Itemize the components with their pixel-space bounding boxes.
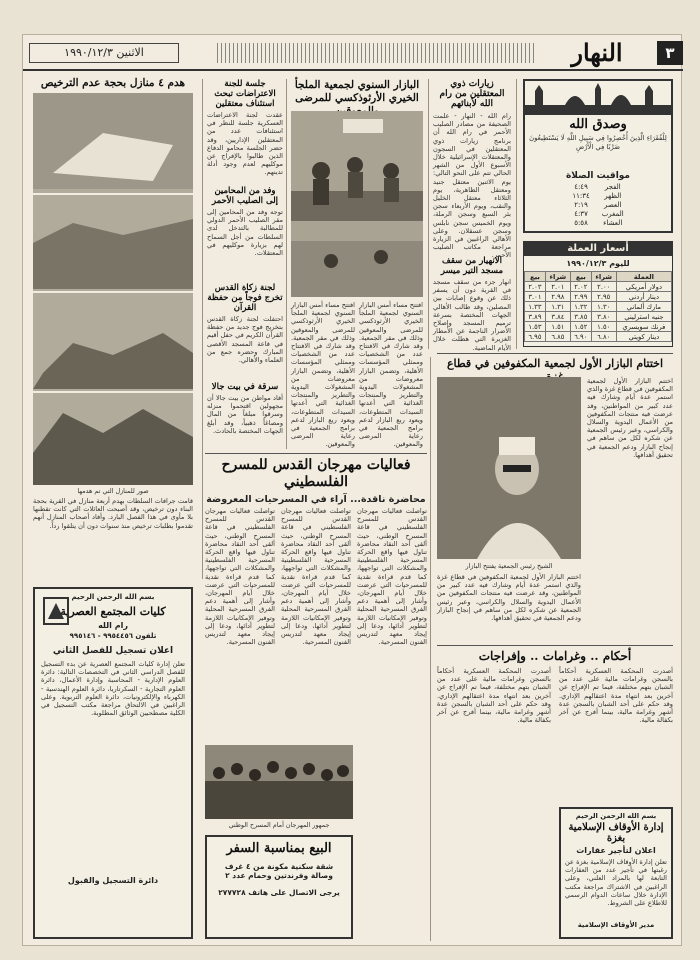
currency-row [525,302,672,312]
prayer-time: ٤:٤٩ [574,182,588,191]
currency-cell: ٢.٠٣ [525,282,546,292]
festival-caption: جمهور المهرجان أمام المسرح الوطني [228,821,330,829]
festival-body-cont2: تواصلت فعاليات مهرجان القدس للمسرح الفلسطيني في قاعة المسرح الوطني، حيث ألقى أحد النقاد محاضرة تناول فيها واقع الحركة المسرحية الفلسطينية والمشكلات التي تواجهها، كما قدم قراءة نقدية للمسرحيات التي عرضت خلال أيام المهرجان، وأشار إلى أهمية دعم الفرق المسرحية المحلية وتوفير الإمكانيات اللازمة لتطوير أدائها، ودعا إلى إيجاد معهد لتدريس الفنون المسرحية. [205,507,275,647]
greetings-box [523,79,673,233]
currency-date: لليوم ١٩٩٠/١٢/٣ [566,259,630,268]
currency-cell: ٣.٨٥ [570,312,591,322]
prayer-row [566,191,629,200]
currency-table [524,271,672,342]
prayer-name: المغرب [601,209,624,218]
prayer-time: ٢:١٩ [574,200,588,209]
currency-row [525,312,672,322]
festival-body-cont: تواصلت فعاليات مهرجان القدس للمسرح الفلسطيني في قاعة المسرح الوطني، حيث ألقى أحد النقاد محاضرة تناول فيها واقع الحركة المسرحية الفلسطينية والمشكلات التي تواجهها، كما قدم قراءة نقدية للمسرحيات التي عرضت خلال أيام المهرجان، وأشار إلى أهمية دعم الفرق المسرحية المحلية وتوفير الإمكانيات اللازمة لتطوير أدائها، ودعا إلى إيجاد معهد لتدريس الفنون المسرحية. [281,507,351,647]
currency-row [525,282,672,292]
prayer-time: ١١:٣٤ [572,191,590,200]
quran-body: احتفلت لجنة زكاة القدس بتخريج فوج جديد من حفظة القرآن الكريم في حفل أقيم في قاعة المسجد الأقصى المبارك وحضره جمع من العلماء والأهالي. [207,315,283,365]
college-phone: تلفون ٩٩٥٤٤٥٦ - ٩٩٥١٤٦ [69,632,157,640]
currency-cell: ١.٥٣ [525,322,546,332]
sale-contact: يرجى الاتصال على هاتف ٢٧٧٧٢٨ [218,888,340,897]
quran-headline: لجنة زكاة القدس تخرج فوجاً من حفظة القرآن [207,283,283,313]
college-ad [33,587,193,939]
awqaf-subheadline: اعلان لتأجير عقارات [576,846,656,855]
currency-box [523,241,673,347]
prayer-row [566,200,629,209]
currency-cell: ٣.٨٩ [525,312,546,322]
currency-cell: ٢.٠٠ [591,282,616,292]
prayer-times-table [566,182,629,227]
college-headline: كليات المجتمع العصرية [60,605,166,618]
bazaar-body-cont: افتتح مساء أمس البازار السنوي لجمعية الملجأ الخيري الأرثوذكسي للمرضى والمعوقين وذلك في مقر الجمعية. وقد شارك في الافتتاح عدد من الشخصيات وممثلي المؤسسات الأهلية، وتضمن البازار معروضات من المشغولات اليدوية والتطريز والمنتجات الغذائية التي أعدتها السيدات المتطوعات، ويعود ريع البازار لدعم برامج الجمعية في رعاية المرضى والمعوقين. [291,301,355,449]
page-header [23,35,683,71]
currency-cell: ١.٣٠ [591,302,616,312]
bazaar-headline: البازار السنوي لجمعية الملجأ الخيري الأرثوذكسي للمرضى [294,79,420,104]
currency-cell: ١.٣٣ [525,302,546,312]
prayer-row [566,182,629,191]
prayer-time: ٥:٥٨ [574,218,588,227]
demolished-houses-image [33,93,193,485]
currency-cell: ١.٣١ [545,302,570,312]
currency-cell: دينار أردني [616,292,671,302]
deaf-bazaar-photo [437,377,581,559]
festival-photo [205,745,353,819]
crowd-image [205,745,353,819]
masthead: النهار [571,38,623,67]
college-basmala: بسم الله الرحمن الرحيم [71,593,155,601]
currency-cell: دينار كويتي [616,332,671,342]
demolition-photos [33,93,193,485]
deaf-bazaar-body: اختتم البازار الأول لجمعية المكفوفين في قطاع غزة والذي استمر عدة أيام وشارك فيه عدد كبير من المواطنين، وقد عرضت فيه منتجات المكفوفين من الأعمال اليدوية والسلال والكراسي، وعبر رئيس الجمعية عن شكره لكل من ساهم في إنجاح البازار ودعم الجمعية في تحقيق أهدافها. [587,377,673,459]
currency-cell: ٢.٩٩ [570,292,591,302]
currency-column-header: بيع [570,272,591,282]
sale-ad [205,835,353,939]
delegation-headline: وفد من المحامين إلى الصليب الأحمر [211,186,279,206]
demolition-headline: هدم ٤ منازل بحجة عدم الترخيص [40,77,186,89]
greetings-title: وصدق الله [569,117,627,132]
visits-body: رام الله - النهار - علمت الصحيفة من مصادر الصليب الأحمر في رام الله أن برنامج زيارات ذوي المعتقلين في السجون والمعتقلات الإسرائيلية خلال الأسبوع الأول من الشهر الحالي تتم على النحو التالي: يوم الاثنين معتقل جنيد ومعتقل الظاهرية، يوم الثلاثاء معتقل الخليل والنقب، ويوم الأربعاء سجن بئر السبع وسجن الرملة، ويوم الخميس سجن نابلس وسجن عسقلان. وعلى الأهالي الراغبين في الزيارة مراجعة مكاتب الصليب الأحمر. [433,112,511,260]
currency-title: أسعار العملة [524,242,672,256]
currency-cell: ٢.٠٢ [570,282,591,292]
festival-body: تواصلت فعاليات مهرجان القدس للمسرح الفلسطيني في قاعة المسرح الوطني، حيث ألقى أحد النقاد محاضرة تناول فيها واقع الحركة المسرحية الفلسطينية والمشكلات التي تواجهها، كما قدم قراءة نقدية للمسرحيات التي عرضت خلال أيام المهرجان، وأشار إلى أهمية دعم الفرق المسرحية المحلية وتوفير الإمكانيات اللازمة لتطوير أدائها، ودعا إلى إيجاد معهد لتدريس الفنون المسرحية. [357,507,427,647]
demolition-body: قامت جرافات السلطات بهدم أربعة منازل في القرية بحجة البناء دون ترخيص، وقد أصبحت العائلات التي كانت تقطنها بلا مأوى في هذا الفصل البارد. وأفاد أصحاب المنازل أنهم تقدموا بطلبات ترخيص منذ سنوات دون أن يتلقوا رداً. [33,497,193,530]
currency-cell: ٢.٩٨ [545,292,570,302]
college-footer: دائرة التسجيل والقبول [67,876,159,885]
bazaar-body: افتتح مساء أمس البازار السنوي لجمعية الملجأ الخيري الأرثوذكسي للمرضى والمعوقين وذلك في مقر الجمعية. وقد شارك في الافتتاح عدد من الشخصيات وممثلي المؤسسات الأهلية، وتضمن البازار معروضات من المشغولات اليدوية والتطريز والمنتجات الغذائية التي أعدتها السيدات المتطوعات، ويعود ريع البازار لدعم برامج الجمعية في رعاية المرضى والمعوقين. [359,301,423,449]
prayer-row [566,209,629,218]
currency-cell: دولار أمريكي [616,282,671,292]
deaf-bazaar-caption: الشيخ رئيس الجمعية يفتتح البازار [465,562,553,570]
currency-cell: ٦.٩٠ [570,332,591,342]
prayer-times-title: مواقيت الصلاة [565,171,630,181]
committee-body: عقدت لجنة الاعتراضات العسكرية جلسة للنظر في استئنافات عدد من المعتقلين الإداريين، وقد حضر الجلسة محامو الدفاع الذين طالبوا بالإفراج عن موكليهم لعدم وجود أدلة تدينهم. [207,111,283,177]
college-city: رام الله [98,621,128,630]
awqaf-basmala: بسم الله الرحمن الرحيم [575,812,657,820]
newspaper-page [22,34,682,946]
awqaf-headline: إدارة الأوقاف الإسلامية بغزة [568,822,664,844]
prayer-name: العصر [604,200,622,209]
college-logo-icon [43,597,69,625]
rulings-body: أصدرت المحكمة العسكرية أحكاماً بالسجن وغرامات مالية على عدد من الشبان بتهم مختلفة، فيما تم الإفراج عن آخرين بعد انتهاء مدة اعتقالهم الإداري. وقد حكم على أحد الشبان بالسجن عدة أشهر وغرامة مالية، بينما أفرج عن آخر بكفالة مالية. [559,667,673,725]
prayer-name: الفجر [604,182,621,191]
rulings-headline: أحكام .. وغرامات .. وإفراجات [478,649,632,663]
currency-cell: فرنك سويسري [616,322,671,332]
prayer-row [566,218,629,227]
page-number: ٣ [657,41,683,65]
rulings-body-cont: أصدرت المحكمة العسكرية أحكاماً بالسجن وغرامات مالية على عدد من الشبان بتهم مختلفة، فيما تم الإفراج عن آخرين بعد انتهاء مدة اعتقالهم الإداري. وقد حكم على أحد الشبان بالسجن عدة أشهر وغرامة مالية، بينما أفرج عن آخر بكفالة مالية. [437,667,551,725]
currency-cell: مارك ألماني [616,302,671,312]
bazaar-photo [291,111,423,297]
currency-column-header: بيع [525,272,546,282]
committee-headline: جلسة للجنة الاعتراضات تبحث استئناف معتقلين [214,79,276,109]
currency-cell: ١.٥١ [545,322,570,332]
currency-cell: ١.٣٢ [570,302,591,312]
awqaf-body: تعلن إدارة الأوقاف الإسلامية بغزة عن رغبتها في تأجير عدد من العقارات التابعة لها بالمزاد العلني، وعلى الراغبين في الاشتراك مراجعة مكتب الإدارة خلال ساعات الدوام الرسمي للاطلاع على الشروط. [565,858,667,908]
mosque-skyline-icon [525,81,671,115]
festival-subheadline: محاضرة ناقدة... آراء في المسرحيات المعروضة [206,494,426,505]
prayer-name: العشاء [603,218,623,227]
currency-row [525,322,672,332]
college-subheadline: اعلان تسجيل للفصل الثاني [52,646,174,656]
festival-headline: فعاليات مهرجان القدس للمسرح الفلسطيني [221,457,411,490]
sale-body: شقة سكنية مكونة من ٤ غرف وصالة وفرندتين وحمام عدد ٢ [224,862,334,880]
awqaf-ad [559,807,673,939]
deaf-bazaar-headline: اختتام البازار الأول لجمعية المكفوفين في قطاع [446,357,664,370]
header-ornament [217,43,537,63]
sheikh-portrait-image [437,377,581,559]
currency-row [525,292,672,302]
currency-cell: ٣.٨٤ [545,312,570,322]
ceiling-body: انهار جزء من سقف مسجد في القرية دون أن يسفر ذلك عن وقوع إصابات بين المصلين، وقد طالب الأهالي الجهات المختصة بسرعة ترميم المسجد وإصلاح الأضرار الناجمة عن الأمطار الغزيرة التي هطلت خلال الأيام الماضية. [433,278,511,352]
deaf-bazaar-body-cont: اختتم البازار الأول لجمعية المكفوفين في قطاع غزة والذي استمر عدة أيام وشارك فيه عدد كبير من المواطنين، وقد عرضت فيه منتجات المكفوفين من الأعمال اليدوية والسلال والكراسي، وعبر رئيس الجمعية عن شكره لكل من ساهم في إنجاح البازار ودعم الجمعية في تحقيق أهدافها. [437,573,581,623]
currency-cell: ٦.٨٥ [545,332,570,342]
currency-cell: ٦.٩٥ [525,332,546,342]
currency-cell: ٢.٩٥ [591,292,616,302]
demolition-caption: صور للمنازل التي تم هدمها [77,487,149,495]
college-body: تعلن إدارة كليات المجتمع العصرية عن بدء التسجيل للفصل الدراسي الثاني في التخصصات التالية: دائرة العلوم الإدارية - المحاسبة وإدارة الأعمال، دائرة العلوم التجارية - السكرتاريا، دائرة العلوم الهندسية - الكهرباء والإلكترونيات، دائرة العلوم التربوية. وعلى الراغبين في الالتحاق مراجعة مكتب التسجيل في الكلية مصطحبين الوثائق المطلوبة. [41,660,185,718]
currency-column-header: شراء [545,272,570,282]
robbery-headline: سرقة في بيت جالا [211,382,279,392]
quran-verse: لِلْفُقَرَاءِ الَّذِينَ أُحْصِرُوا فِي سَبِيلِ اللَّهِ لَا يَسْتَطِيعُونَ ضَرْبًا فِي الْأَرْضِ [529,134,667,151]
delegation-body: توجه وفد من المحامين إلى مقر الصليب الأحمر الدولي للمطالبة بالتدخل لدى السلطات من أجل السماح لهم بزيارة موكليهم في المعتقلات. [207,208,283,258]
currency-cell: ٣.٨٠ [591,312,616,322]
currency-row [525,332,672,342]
issue-date: الاثنين ١٩٩٠/١٢/٣ [29,43,179,63]
awqaf-signature: مدير الأوقاف الإسلامية [577,921,655,929]
sale-headline: البيع بمناسبة السفر [226,841,332,856]
bazaar-exhibition-image [291,111,423,297]
ceiling-headline: الانهيار من سقف مسجد التير ميسر [440,256,504,276]
currency-cell: ٣.٠١ [525,292,546,302]
robbery-body: أفاد مواطن من بيت جالا أن مجهولين اقتحموا منزله وسرقوا مبلغاً من المال ومصاغاً ذهبياً، وقد أبلغ الجهات المختصة بالحادث. [207,394,283,435]
currency-cell: ٦.٨٠ [591,332,616,342]
currency-cell: ١.٥٠ [591,322,616,332]
currency-cell: ١.٥٢ [570,322,591,332]
prayer-name: الظهر [604,191,622,200]
currency-cell: جنيه استرليني [616,312,671,322]
prayer-time: ٤:٣٧ [574,209,588,218]
currency-column-header: شراء [591,272,616,282]
visits-headline: زيارات ذوي المعتقلين من رام الله لأبنائهم [439,79,505,109]
currency-column-header: العملة [616,272,671,282]
currency-cell: ٢.٠١ [545,282,570,292]
